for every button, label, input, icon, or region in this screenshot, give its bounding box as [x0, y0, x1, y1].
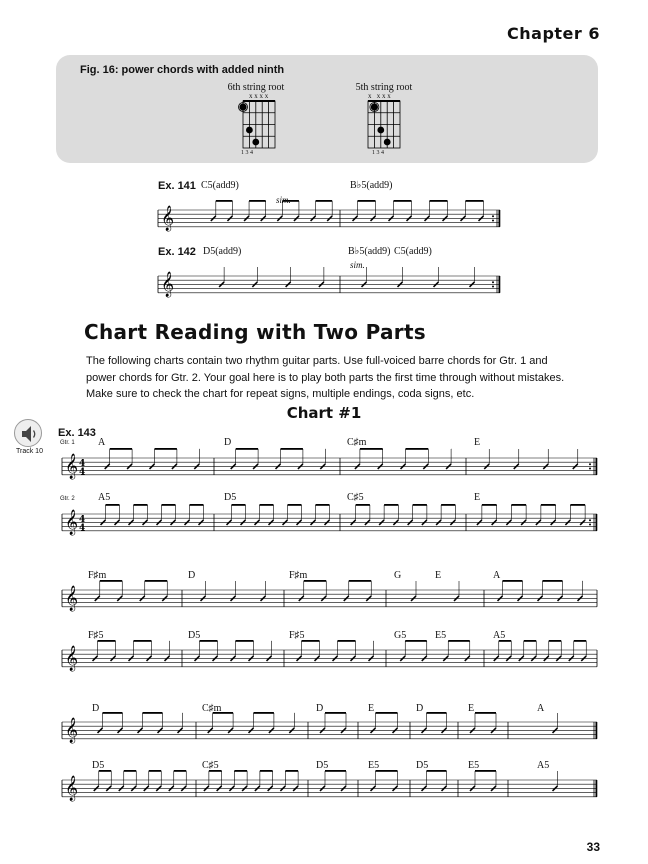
beam	[441, 504, 455, 506]
beam	[260, 770, 273, 772]
chord-name: D5	[316, 760, 329, 771]
example-142-label: Ex. 142	[158, 246, 196, 258]
beam	[281, 448, 303, 450]
time-signature: 4	[79, 523, 86, 534]
diagram-fingering-5th: 1 3 4	[372, 150, 384, 156]
chord-name: G	[394, 570, 402, 581]
repeat-dot	[492, 286, 494, 288]
beam	[482, 504, 497, 506]
chord-name: D	[224, 437, 232, 448]
beam	[338, 640, 356, 642]
beam	[124, 770, 137, 772]
beam	[254, 712, 274, 714]
chord-name: A5	[98, 492, 111, 503]
treble-clef: 𝄞	[161, 272, 175, 297]
barline	[596, 458, 598, 475]
chord-name: C♯m	[347, 437, 367, 448]
beam	[316, 200, 333, 202]
page-number: 33	[586, 840, 600, 854]
chord-name: C♯5	[202, 760, 219, 771]
repeat-dot	[589, 519, 591, 521]
barline	[499, 210, 501, 227]
repeat-dot	[589, 468, 591, 470]
chord-name: C♯m	[202, 703, 222, 714]
beam	[288, 504, 302, 506]
chord-name: D5	[224, 492, 237, 503]
figure-caption: Fig. 16: power chords with added ninth	[80, 64, 285, 76]
beam	[285, 770, 298, 772]
track-label: Track 10	[16, 448, 43, 455]
diagram-mutes-5th: x x x x	[368, 92, 391, 100]
beam	[106, 504, 120, 506]
section-heading: Chart Reading with Two Parts	[84, 320, 427, 344]
section-paragraph: The following charts contain two rhythm guitar parts. Use full-voiced barre chords for Gtr. 1 and power chords for Gtr. 2. Your goal here is to play both parts the first time through without mistakes. Make sure to check the chart for repeat signs, multiple endings, coda signs, etc.	[86, 355, 565, 400]
chord-diagram-5th	[368, 101, 400, 148]
sim-mark: sim.	[350, 260, 365, 270]
barline	[596, 722, 598, 739]
chord-name: E5	[435, 630, 447, 641]
repeat-dot	[492, 220, 494, 222]
sim-mark: sim.	[276, 195, 291, 205]
chord-name: C♯5	[347, 492, 364, 503]
beam	[541, 504, 556, 506]
chord-name: E	[468, 703, 475, 714]
beam	[216, 200, 233, 202]
beam	[524, 640, 537, 642]
repeat-dot	[589, 463, 591, 465]
beam	[143, 712, 163, 714]
beam	[236, 640, 254, 642]
chord-name: D	[188, 570, 196, 581]
beam	[236, 448, 258, 450]
beam	[356, 504, 370, 506]
beam	[174, 770, 187, 772]
beam	[406, 448, 429, 450]
chord-name: D5	[416, 760, 429, 771]
beam	[325, 712, 346, 714]
beam	[427, 712, 447, 714]
chord-name: A5	[493, 630, 506, 641]
beam	[349, 580, 372, 582]
chord-name: C5(add9)	[201, 180, 239, 191]
beam	[200, 640, 218, 642]
beam	[543, 580, 563, 582]
beam	[570, 504, 585, 506]
diagram-mutes-6th: x x x x	[249, 92, 269, 100]
time-signature: 4	[79, 467, 86, 478]
chord-name: A5	[537, 760, 550, 771]
beam	[448, 640, 470, 642]
barline	[596, 514, 598, 531]
chord-name: A	[537, 703, 545, 714]
beam	[190, 504, 204, 506]
beam	[360, 448, 383, 450]
gtr1-label: Gtr. 1	[60, 440, 75, 446]
chord-name: E	[474, 437, 481, 448]
treble-clef: 𝄞	[65, 454, 79, 479]
chord-name: F♯m	[88, 570, 107, 581]
chord-name: B♭5(add9)	[350, 180, 393, 191]
beam	[232, 504, 246, 506]
barline	[499, 276, 501, 293]
chord-name: E5	[468, 760, 480, 771]
beam	[384, 504, 398, 506]
chord-name: D5	[92, 760, 105, 771]
staves	[62, 200, 597, 801]
repeat-dot	[492, 215, 494, 217]
beam	[155, 448, 177, 450]
repeat-dot	[589, 524, 591, 526]
treble-clef: 𝄞	[161, 206, 175, 231]
beam	[110, 448, 132, 450]
beam	[413, 504, 427, 506]
treble-clef: 𝄞	[65, 510, 79, 535]
barline	[596, 780, 598, 797]
beam	[358, 200, 376, 202]
treble-clef: 𝄞	[65, 718, 79, 743]
chord-name: D5(add9)	[203, 246, 242, 257]
beam	[249, 200, 266, 202]
beam	[427, 770, 447, 772]
treble-clef: 𝄞	[65, 646, 79, 671]
treble-clef: 𝄞	[65, 776, 79, 801]
chord-name: E5	[368, 760, 380, 771]
beam	[134, 504, 148, 506]
gtr2-label: Gtr. 2	[60, 496, 75, 502]
chord-name: A	[98, 437, 106, 448]
beam	[234, 770, 247, 772]
diagram-title-5th: 5th string root	[355, 82, 413, 93]
beam	[549, 640, 562, 642]
beam	[134, 640, 152, 642]
diagram-title-6th: 6th string root	[227, 82, 285, 93]
chord-name: E	[368, 703, 375, 714]
example-141-label: Ex. 141	[158, 180, 196, 192]
chord-name: D5	[188, 630, 201, 641]
beam	[162, 504, 176, 506]
chord-name: F♯5	[289, 630, 305, 641]
chord-diagram-6th	[239, 101, 276, 148]
chord-name: D	[316, 703, 324, 714]
beam	[145, 580, 168, 582]
chord-name: A	[493, 570, 501, 581]
repeat-dot	[492, 281, 494, 283]
diagram-fingering-6th: 1 3 4	[241, 150, 253, 156]
beam	[405, 640, 427, 642]
beam	[376, 712, 398, 714]
example-143-label: Ex. 143	[58, 427, 96, 439]
chapter-title: Chapter 6	[507, 24, 600, 43]
treble-clef: 𝄞	[65, 586, 79, 611]
beam	[475, 712, 496, 714]
chord-name: D	[92, 703, 100, 714]
beam	[149, 770, 162, 772]
beam	[260, 504, 274, 506]
chart-title: Chart #1	[286, 404, 362, 422]
beam	[316, 504, 330, 506]
beam	[511, 504, 526, 506]
chord-name: E	[474, 492, 481, 503]
audio-speaker-icon[interactable]	[14, 419, 42, 447]
beam	[503, 580, 523, 582]
beam	[103, 712, 123, 714]
beam	[574, 640, 587, 642]
chord-name: C5(add9)	[394, 246, 432, 257]
chord-name: F♯5	[88, 630, 104, 641]
beam	[466, 200, 484, 202]
time-signature: 4	[79, 459, 86, 469]
time-signature: 4	[79, 515, 86, 525]
beam	[394, 200, 412, 202]
chord-name: G5	[394, 630, 407, 641]
chord-name: E	[435, 570, 442, 581]
beam	[430, 200, 448, 202]
chord-name: D	[416, 703, 424, 714]
chord-name: F♯m	[289, 570, 308, 581]
chord-name: B♭5(add9)	[348, 246, 391, 257]
